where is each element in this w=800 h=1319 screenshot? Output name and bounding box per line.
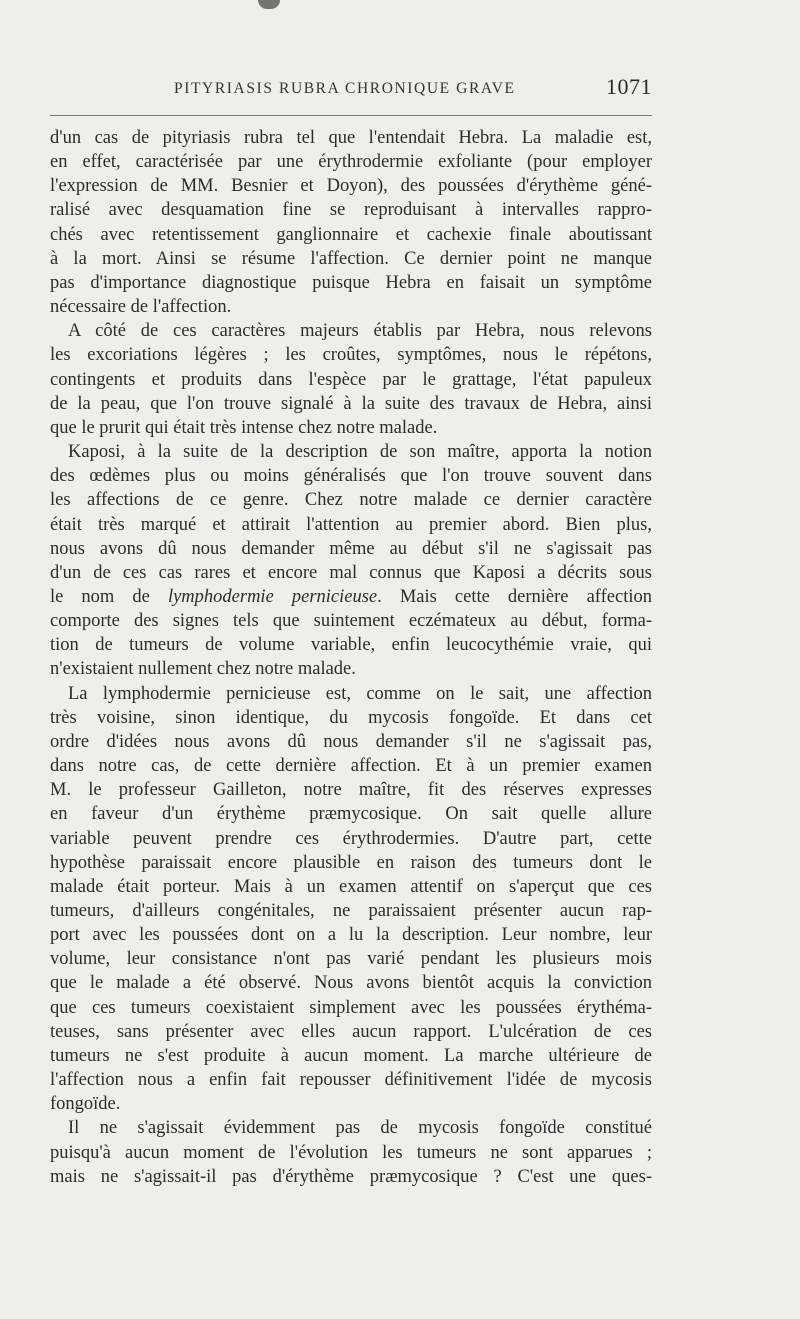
- paragraph: [50, 440, 652, 682]
- text-line: nous avons dû nous demander même au début s'il ne s'agissait pas: [50, 538, 652, 559]
- text-line: puisqu'à aucun moment de l'évolution les tumeurs ne sont apparues ;: [50, 1142, 652, 1163]
- text-line: nécessaire de l'affection.: [50, 297, 232, 318]
- text-line: les excoriations légères ; les croûtes, symptômes, nous le répétons,: [50, 345, 652, 366]
- italic-term: lymphodermie pernicieuse: [167, 586, 378, 607]
- text-line: Kaposi, à la suite de la description de son maître, apporta la notion: [68, 442, 652, 463]
- text-segment: le nom de: [50, 586, 168, 607]
- text-line: malade était porteur. Mais à un examen attentif on s'aperçut que ces: [50, 876, 652, 897]
- text-line: très voisine, sinon identique, du mycosis fongoïde. Et dans cet: [50, 707, 652, 728]
- text-line: l'expression de MM. Besnier et Doyon), des poussées d'érythème géné-: [50, 176, 652, 197]
- text-line: à la mort. Ainsi se résume l'affection. Ce dernier point ne manque: [50, 248, 652, 269]
- text-line: Il ne s'agissait évidemment pas de mycosis fongoïde constitué: [68, 1118, 652, 1139]
- body-text: [50, 126, 652, 1189]
- text-line: tion de tumeurs de volume variable, enfin leucocythémie vraie, qui: [50, 635, 652, 656]
- paragraph: [50, 319, 652, 440]
- running-header: [50, 74, 652, 104]
- text-line: comporte des signes tels que suintement eczémateux au début, forma-: [50, 611, 652, 632]
- text-line: contingents et produits dans l'espèce par le grattage, l'état papuleux: [50, 369, 652, 390]
- text-line: n'existaient nullement chez notre malade.: [50, 659, 356, 680]
- text-line: en faveur d'un érythème præmycosique. On sait quelle allure: [50, 804, 652, 825]
- text-line: dans notre cas, de cette dernière affection. Et à un premier examen: [50, 756, 652, 777]
- paragraph: [50, 126, 652, 319]
- text-line: M. le professeur Gailleton, notre maître, fit des réserves expresses: [50, 780, 652, 801]
- text-line: ralisé avec desquamation fine se reproduisant à intervalles rappro-: [50, 200, 652, 221]
- text-line: des œdèmes plus ou moins généralisés que l'on trouve souvent dans: [50, 466, 652, 487]
- paragraph: [50, 682, 652, 1117]
- text-line: l'affection nous a enfin fait repousser définitivement l'idée de mycosis: [50, 1070, 652, 1091]
- text-line: volume, leur consistance n'ont pas varié pendant les plusieurs mois: [50, 949, 652, 970]
- binding-mark: [258, 0, 280, 9]
- text-line: en effet, caractérisée par une érythrodermie exfoliante (pour employer: [50, 152, 652, 173]
- text-line: teuses, sans présenter avec elles aucun rapport. L'ulcération de ces: [50, 1021, 652, 1042]
- text-line: fongoïde.: [50, 1094, 121, 1115]
- text-line: hypothèse paraissait encore plausible en raison des tumeurs dont le: [50, 852, 652, 873]
- text-line: de la peau, que l'on trouve signalé à la suite des travaux de Hebra, ainsi: [50, 393, 652, 414]
- text-line: mais ne s'agissait-il pas d'érythème præmycosique ? C'est une ques-: [50, 1166, 652, 1187]
- text-line: La lymphodermie pernicieuse est, comme on le sait, une affection: [68, 683, 652, 704]
- text-line: variable peuvent prendre ces érythrodermies. D'autre part, cette: [50, 828, 652, 849]
- text-line: tumeurs, d'ailleurs congénitales, ne paraissaient présenter aucun rap-: [50, 901, 652, 921]
- text-line: port avec les poussées dont on a lu la description. Leur nombre, leur: [50, 925, 652, 946]
- text-line: A côté de ces caractères majeurs établis par Hebra, nous relevons: [68, 321, 652, 342]
- text-line: était très marqué et attirait l'attention au premier abord. Bien plus,: [50, 514, 652, 535]
- text-line: d'un de ces cas rares et encore mal connus que Kaposi a décrits sous: [50, 562, 652, 583]
- text-line: pas d'importance diagnostique puisque Hebra en faisait un symptôme: [50, 272, 652, 293]
- text-line: que ces tumeurs coexistaient simplement avec les poussées érythéma-: [50, 997, 652, 1018]
- paragraph: [50, 1116, 652, 1188]
- text-segment: . Mais cette dernière affection: [377, 586, 652, 607]
- header-rule: [50, 115, 652, 116]
- page-number: 1071: [606, 74, 652, 99]
- text-line: d'un cas de pityriasis rubra tel que l'entendait Hebra. La maladie est,: [50, 128, 652, 148]
- text-line: que le malade a été observé. Nous avons bientôt acquis la conviction: [50, 973, 652, 994]
- text-line: ordre d'idées nous avons dû nous demander s'il ne s'agissait pas,: [50, 731, 652, 752]
- text-line: [50, 585, 652, 609]
- text-line: tumeurs ne s'est produite à aucun moment. La marche ultérieure de: [50, 1045, 652, 1066]
- running-title: PITYRIASIS RUBRA CHRONIQUE GRAVE: [174, 80, 516, 97]
- text-line: que le prurit qui était très intense chez notre malade.: [50, 417, 438, 438]
- text-line: chés avec retentissement ganglionnaire et cachexie finale aboutissant: [50, 224, 652, 245]
- text-line: les affections de ce genre. Chez notre malade ce dernier caractère: [50, 490, 652, 511]
